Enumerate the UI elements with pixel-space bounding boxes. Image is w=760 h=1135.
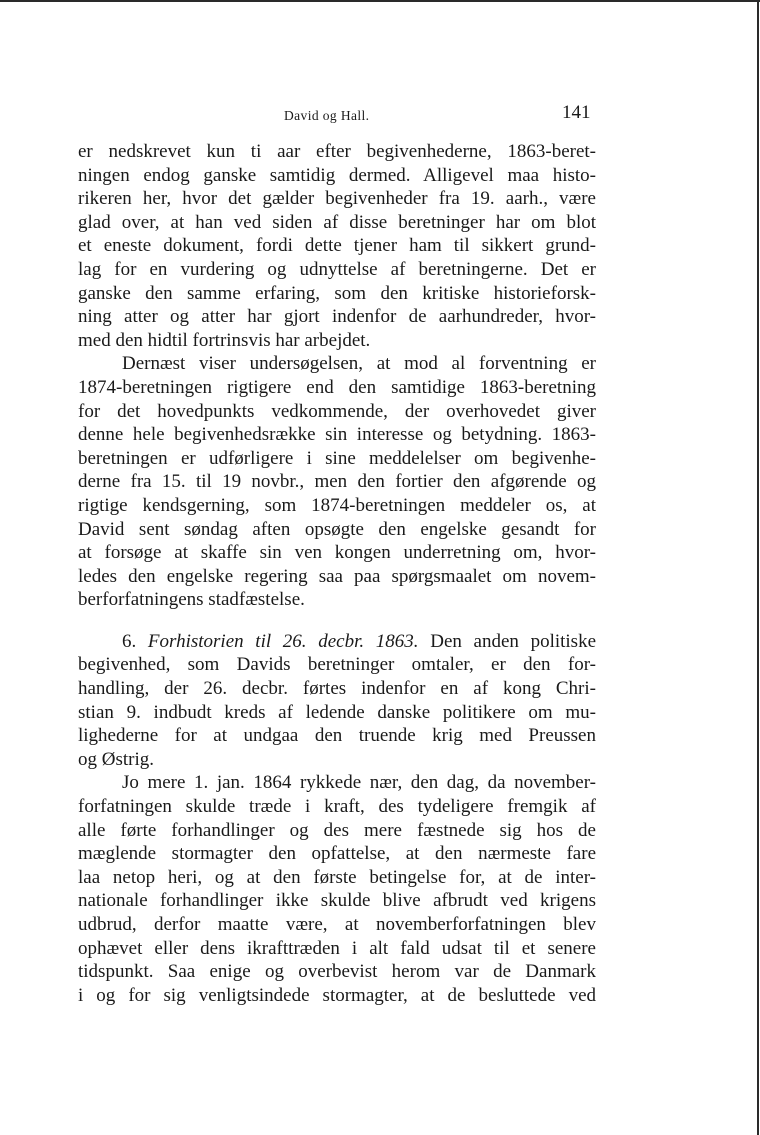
text-line: rigtige kendsgerning, som 1874-beretningen meddeler os, at [78,494,596,516]
text-line: tidspunkt. Saa enige og overbevist herom var de Danmark [78,961,596,983]
text-line: forfatningen skulde træde i kraft, des tydeligere fremgik af [78,796,596,818]
text-line: ledes den engelske regering saa paa spørgsmaalet om novem- [78,565,596,587]
text-line: denne hele begivenhedsrække sin interesse og betydning. 1863- [78,424,596,446]
text-line: ganske den samme erfaring, som den kritiske historieforsk- [78,282,596,304]
text-line: berforfatningens stadfæstelse. [78,589,305,611]
top-edge-rule [0,0,760,2]
section-spacer [78,612,596,630]
text-line: mæglende stormagter den opfattelse, at den nærmeste fare [78,843,596,865]
text-line: for det hovedpunkts vedkommende, der overhovedet giver [78,400,596,422]
paragraph [78,352,596,612]
text-line: ningen endog ganske samtidig dermed. Alligevel maa histo- [78,164,596,186]
text-line: ning atter og atter har gjort indenfor de aarhundreder, hvor- [78,306,596,328]
text-line: laa netop heri, og at den første betingelse for, at de inter- [78,866,596,888]
right-edge-rule [757,0,759,1135]
text-line: begivenhed, som Davids beretninger omtaler, er den for- [78,654,596,676]
page-number: 141 [562,102,591,123]
text-line: rikeren her, hvor det gælder begivenheder fra 19. aarh., være [78,188,596,210]
text-line: alle førte forhandlinger og des mere fæstnede sig hos de [78,819,596,841]
text-line: beretningen er udførligere i sine meddelelser om begivenhe- [78,447,596,469]
text-line: glad over, at han ved siden af disse beretninger har om blot [78,211,596,233]
text-line: et eneste dokument, fordi dette tjener ham til sikkert grund- [78,235,596,257]
text-line: lag for en vurdering og udnyttelse af beretningerne. Det er [78,258,596,280]
text-line: udbrud, derfor maatte være, at novemberforfatningen blev [78,914,596,935]
text-line: i og for sig venligtsindede stormagter, at de besluttede ved [78,984,596,1006]
body-text [78,140,596,1007]
section-heading-line [78,630,596,654]
section-number: 6. [122,630,137,652]
running-head: David og Hall. [284,108,370,123]
section-title: Forhistorien til 26. decbr. 1863. [147,630,419,652]
text-line: og Østrig. [78,748,154,770]
paragraph [78,140,596,352]
text-line: handling, der 26. decbr. førtes indenfor en af kong Chri- [78,678,596,700]
text-line: David sent søndag aften opsøgte den engelske gesandt for [78,518,596,540]
text-line: Jo mere 1. jan. 1864 rykkede nær, den dag, da november- [122,772,596,794]
text-line: derne fra 15. til 19 novbr., men den fortier den afgørende og [78,471,596,493]
section-6 [78,630,596,1008]
section-first-line-text: Den anden politiske [430,630,597,652]
text-line: Dernæst viser undersøgelsen, at mod al forventning er [122,353,596,375]
text-line: at forsøge at skaffe sin ven kongen underretning om, hvor- [78,542,596,564]
text-line: ophævet eller dens ikrafttræden i alt fald udsat til et senere [78,937,596,959]
text-line: med den hidtil fortrinsvis har arbejdet. [78,329,371,351]
text-line: 1874-beretningen rigtigere end den samtidige 1863-beretning [78,376,596,398]
text-line: lighederne for at undgaa den truende krig med Preussen [78,725,596,747]
text-line: stian 9. indbudt kreds af ledende danske politikere om mu- [78,701,596,723]
text-line: nationale forhandlinger ikke skulde blive afbrudt ved krigens [78,890,596,912]
text-line: er nedskrevet kun ti aar efter begivenhederne, 1863-beret- [78,141,596,162]
